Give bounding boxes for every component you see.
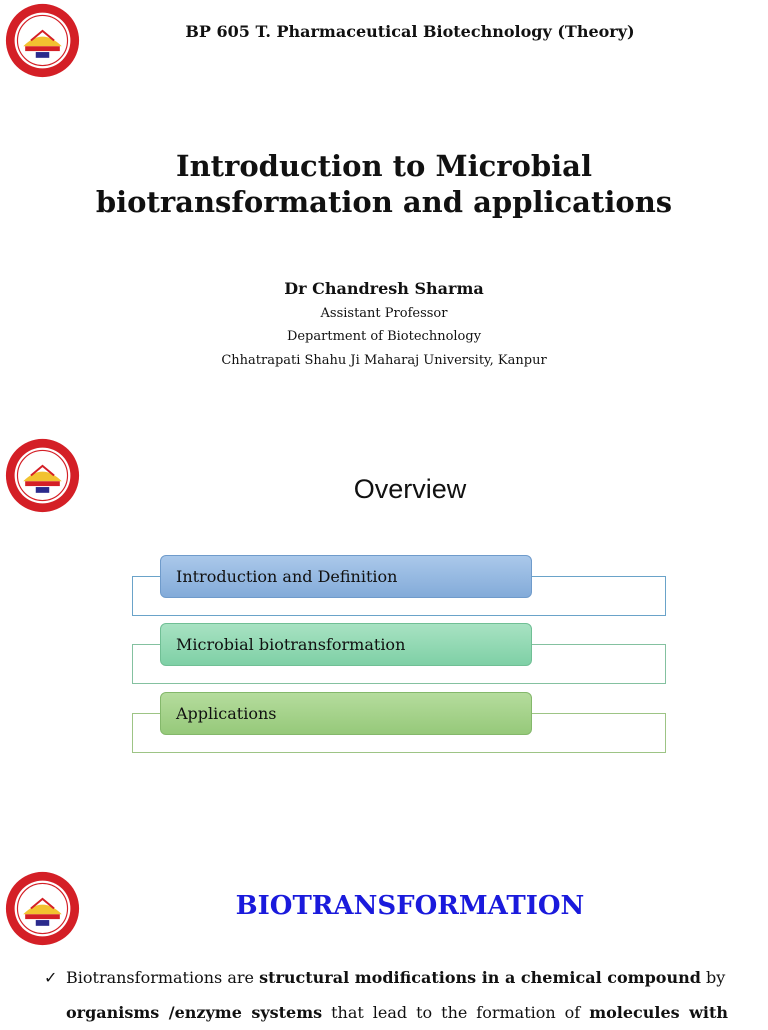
university-seal-icon: [4, 437, 81, 514]
overview-item-label: Introduction and Definition: [160, 555, 532, 598]
overview-item-introduction: [0, 553, 768, 623]
university-seal-icon: [4, 870, 81, 947]
overview-item-label: Microbial biotransformation: [160, 623, 532, 666]
title-line-1: Introduction to Microbial: [176, 149, 592, 183]
author-name: Dr Chandresh Sharma: [284, 279, 484, 298]
author-department: Department of Biotechnology: [286, 329, 482, 344]
author-designation: Assistant Professor: [320, 306, 448, 321]
checkmark-icon: ✓: [44, 968, 58, 987]
bullet-bold-text: molecules with: [589, 1003, 729, 1022]
bullet-bold-text: structural modifications in a chemical compound: [259, 968, 701, 987]
overview-slide: [0, 410, 768, 840]
overview-item-microbial: [0, 621, 768, 691]
overview-title: Overview: [353, 474, 467, 504]
course-title: BP 605 T. Pharmaceutical Biotechnology (Theory): [185, 22, 635, 41]
university-seal-icon: [4, 2, 81, 79]
biotransformation-title: BIOTRANSFORMATION: [235, 891, 585, 921]
bullet-text: by: [700, 968, 726, 987]
title-line-2: biotransformation and applications: [95, 185, 673, 219]
definition-bullet: [46, 960, 728, 1030]
presentation-title: [60, 148, 708, 220]
bullet-line-1: [46, 960, 728, 995]
bullet-text: Biotransformations are: [66, 968, 260, 987]
biotransformation-slide: [0, 850, 768, 1024]
author-university: Chhatrapati Shahu Ji Maharaj University, Kanpur: [221, 353, 547, 368]
overview-item-applications: [0, 690, 768, 760]
bullet-text: that lead to the formation of: [322, 1003, 590, 1022]
bullet-line-2: [46, 995, 728, 1030]
bullet-bold-text: organisms /enzyme systems: [66, 1003, 323, 1022]
overview-item-label: Applications: [160, 692, 532, 735]
title-slide: [0, 0, 768, 400]
